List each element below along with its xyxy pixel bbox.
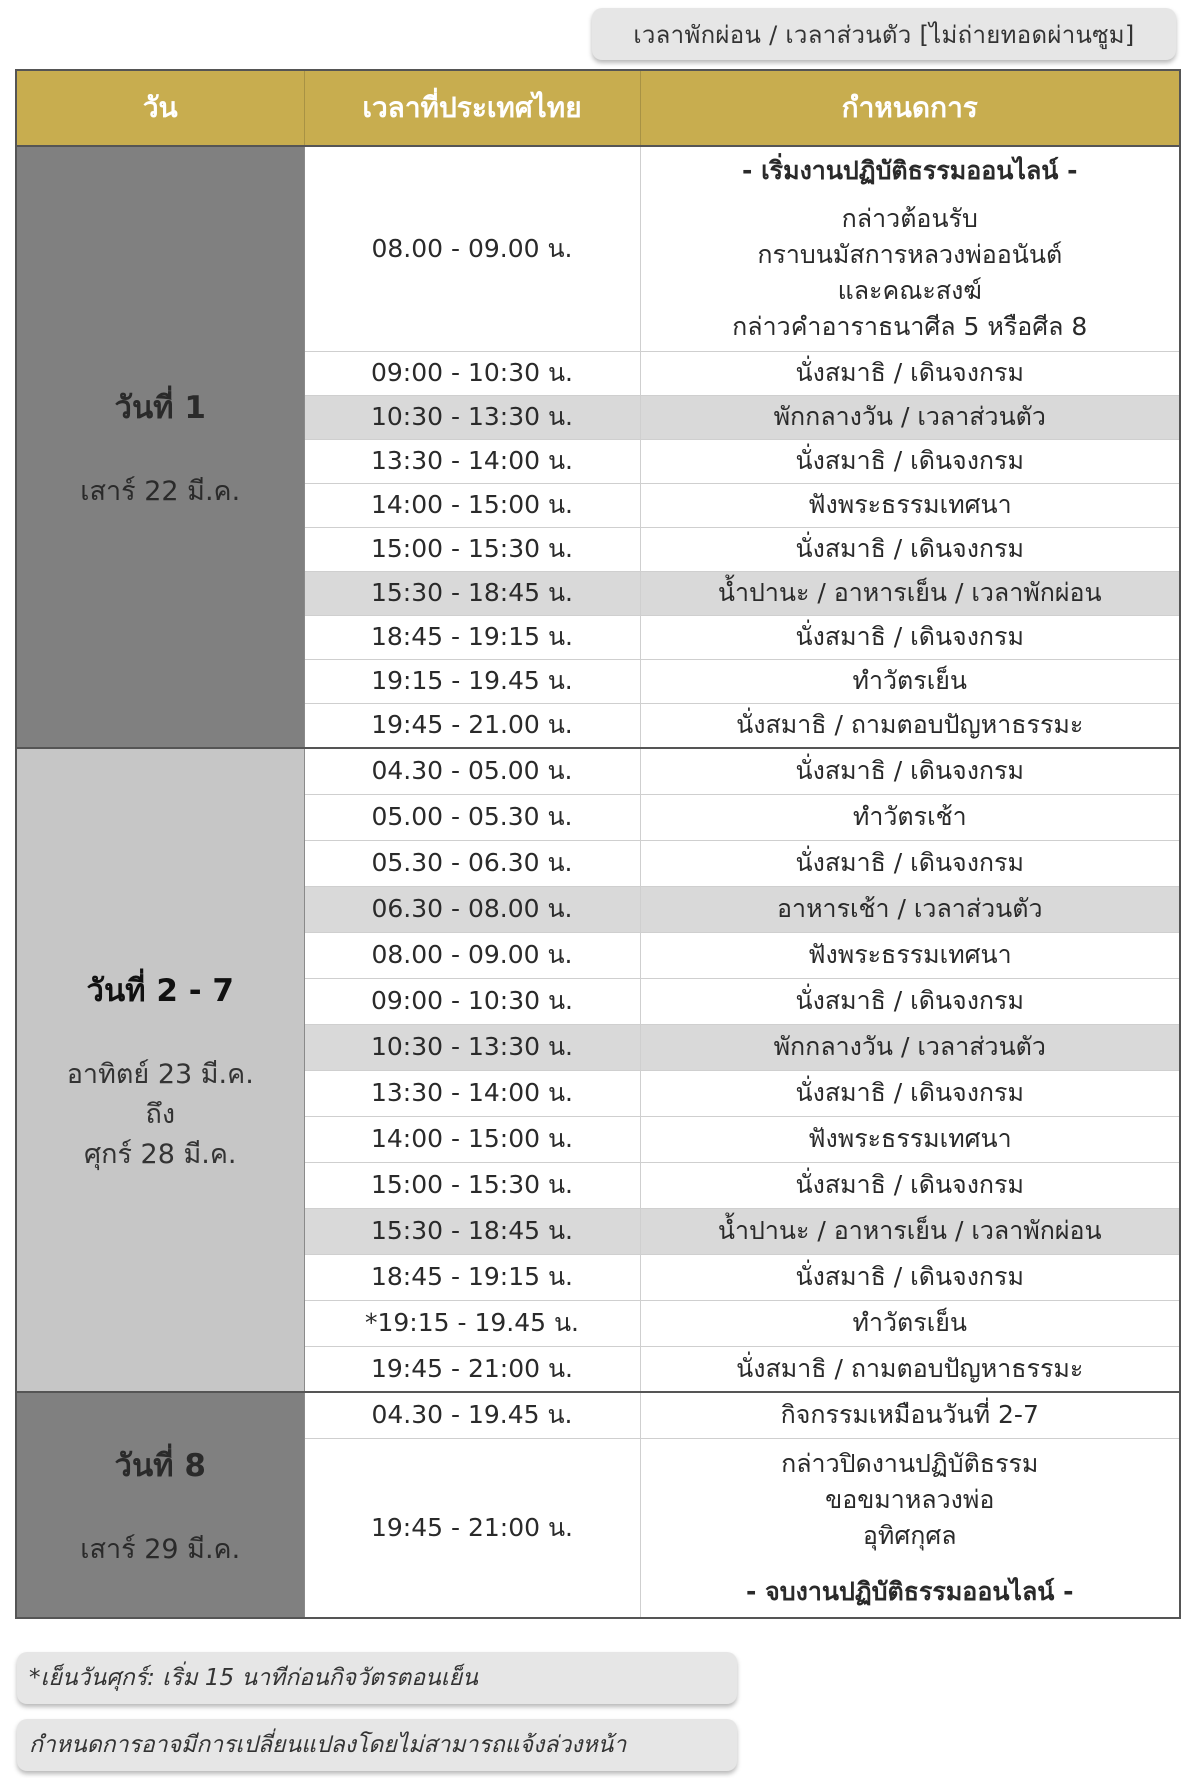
time-cell: 04.30 - 19.45 น. <box>304 1392 640 1438</box>
time-cell: 15:00 - 15:30 น. <box>304 527 640 571</box>
activity-cell: นั่งสมาธิ / เดินจงกรม <box>640 1254 1180 1300</box>
day2-7-title: วันที่ 2 - 7 <box>86 973 234 1009</box>
header-time: เวลาที่ประเทศไทย <box>304 70 640 146</box>
day8-cell <box>16 1392 304 1618</box>
time-cell: 15:30 - 18:45 น. <box>304 571 640 615</box>
activity-cell: ทำวัตรเช้า <box>640 794 1180 840</box>
table-row <box>16 748 1180 794</box>
activity-cell: นั่งสมาธิ / ถามตอบปัญหาธรรมะ <box>640 703 1180 748</box>
date-to-word: ถึง <box>145 1099 176 1130</box>
activity-cell <box>640 146 1180 351</box>
table-header-row <box>16 70 1180 146</box>
legend-text: เวลาพักผ่อน / เวลาส่วนตัว [ไม่ถ่ายทอดผ่านซูม] <box>633 20 1135 49</box>
note-schedule-change <box>17 1719 737 1771</box>
activity-line: กล่าวต้อนรับ <box>841 203 978 233</box>
activity-cell: นั่งสมาธิ / เดินจงกรม <box>640 351 1180 395</box>
activity-cell: ฟังพระธรรมเทศนา <box>640 932 1180 978</box>
activity-line: และคณะสงฆ์ <box>837 275 982 305</box>
time-cell: 13:30 - 14:00 น. <box>304 1070 640 1116</box>
activity-cell <box>640 1438 1180 1618</box>
time-cell: 08.00 - 09.00 น. <box>304 932 640 978</box>
activity-cell: อาหารเช้า / เวลาส่วนตัว <box>640 886 1180 932</box>
header-day: วัน <box>16 70 304 146</box>
time-cell: 10:30 - 13:30 น. <box>304 395 640 439</box>
close-banner: - จบงานปฏิบัติธรรมออนไลน์ - <box>746 1576 1074 1606</box>
date-from: อาทิตย์ 23 มี.ค. <box>66 1059 254 1090</box>
time-cell: 08.00 - 09.00 น. <box>304 146 640 351</box>
time-cell: 05.00 - 05.30 น. <box>304 794 640 840</box>
activity-cell: นั่งสมาธิ / เดินจงกรม <box>640 615 1180 659</box>
time-cell: 15:00 - 15:30 น. <box>304 1162 640 1208</box>
day8-title: วันที่ 8 <box>114 1448 206 1484</box>
time-cell: 14:00 - 15:00 น. <box>304 1116 640 1162</box>
activity-cell: นั่งสมาธิ / เดินจงกรม <box>640 840 1180 886</box>
activity-cell: น้ำปานะ / อาหารเย็น / เวลาพักผ่อน <box>640 571 1180 615</box>
day2-7-cell <box>16 748 304 1392</box>
time-cell: 19:15 - 19.45 น. <box>304 659 640 703</box>
activity-line: กล่าวปิดงานปฏิบัติธรรม <box>781 1448 1039 1478</box>
time-cell: 13:30 - 14:00 น. <box>304 439 640 483</box>
time-cell: 18:45 - 19:15 น. <box>304 615 640 659</box>
activity-line: กล่าวคำอาราธนาศีล 5 หรือศีล 8 <box>732 311 1088 341</box>
time-cell: 09:00 - 10:30 น. <box>304 978 640 1024</box>
activity-cell: กิจกรรมเหมือนวันที่ 2-7 <box>640 1392 1180 1438</box>
activity-cell: ทำวัตรเย็น <box>640 659 1180 703</box>
time-cell: 06.30 - 08.00 น. <box>304 886 640 932</box>
time-cell: 18:45 - 19:15 น. <box>304 1254 640 1300</box>
activity-cell: ฟังพระธรรมเทศนา <box>640 1116 1180 1162</box>
header-activity: กำหนดการ <box>640 70 1180 146</box>
activity-cell: นั่งสมาธิ / เดินจงกรม <box>640 1070 1180 1116</box>
time-cell: 10:30 - 13:30 น. <box>304 1024 640 1070</box>
day8-date: เสาร์ 29 มี.ค. <box>80 1534 241 1565</box>
activity-cell: นั่งสมาธิ / เดินจงกรม <box>640 748 1180 794</box>
open-banner: - เริ่มงานปฏิบัติธรรมออนไลน์ - <box>742 155 1078 185</box>
activity-cell: นั่งสมาธิ / เดินจงกรม <box>640 978 1180 1024</box>
table-row <box>16 1392 1180 1438</box>
activity-cell: น้ำปานะ / อาหารเย็น / เวลาพักผ่อน <box>640 1208 1180 1254</box>
time-cell: 05.30 - 06.30 น. <box>304 840 640 886</box>
note-text: *เย็นวันศุกร์: เริ่ม 15 นาทีก่อนกิจวัตรตอนเย็น <box>29 1665 478 1691</box>
time-cell: 19:45 - 21:00 น. <box>304 1438 640 1618</box>
activity-line: อุทิศกุศล <box>862 1520 957 1550</box>
activity-cell: พักกลางวัน / เวลาส่วนตัว <box>640 1024 1180 1070</box>
time-cell: 19:45 - 21.00 น. <box>304 703 640 748</box>
activity-cell: นั่งสมาธิ / ถามตอบปัญหาธรรมะ <box>640 1346 1180 1392</box>
day1-cell <box>16 146 304 748</box>
note-text: กำหนดการอาจมีการเปลี่ยนแปลงโดยไม่สามารถแจ้งล่วงหน้า <box>29 1732 627 1758</box>
table-row <box>16 146 1180 351</box>
activity-cell: นั่งสมาธิ / เดินจงกรม <box>640 439 1180 483</box>
day1-date: เสาร์ 22 มี.ค. <box>80 476 241 507</box>
day2-7-date-range <box>17 1055 304 1175</box>
activity-cell: นั่งสมาธิ / เดินจงกรม <box>640 1162 1180 1208</box>
note-friday-evening <box>17 1652 737 1704</box>
activity-cell: ฟังพระธรรมเทศนา <box>640 483 1180 527</box>
activity-line: ขอขมาหลวงพ่อ <box>825 1484 995 1514</box>
date-to: ศุกร์ 28 มี.ค. <box>83 1139 237 1170</box>
time-cell: 15:30 - 18:45 น. <box>304 1208 640 1254</box>
day1-title: วันที่ 1 <box>114 390 206 426</box>
activity-cell: ทำวัตรเย็น <box>640 1300 1180 1346</box>
legend-rest-time <box>592 8 1176 60</box>
time-cell: 09:00 - 10:30 น. <box>304 351 640 395</box>
time-cell: *19:15 - 19.45 น. <box>304 1300 640 1346</box>
activity-cell: พักกลางวัน / เวลาส่วนตัว <box>640 395 1180 439</box>
schedule-table <box>15 69 1181 1619</box>
time-cell: 14:00 - 15:00 น. <box>304 483 640 527</box>
time-cell: 04.30 - 05.00 น. <box>304 748 640 794</box>
activity-line: กราบนมัสการหลวงพ่ออนันต์ <box>757 239 1063 269</box>
time-cell: 19:45 - 21:00 น. <box>304 1346 640 1392</box>
activity-cell: นั่งสมาธิ / เดินจงกรม <box>640 527 1180 571</box>
